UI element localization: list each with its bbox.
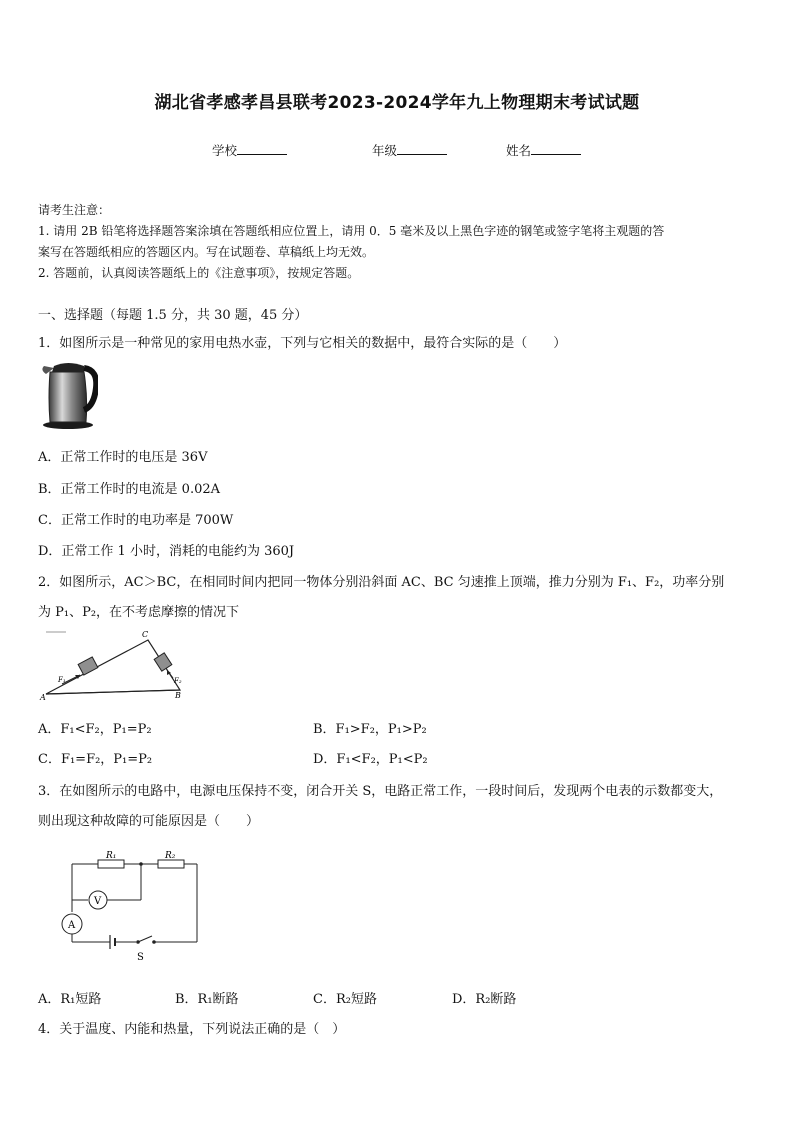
r1-label: R₁ <box>106 851 117 861</box>
resistor-r2 <box>158 860 184 868</box>
circuit-diagram <box>52 844 212 966</box>
name-label: 姓名 <box>506 143 532 158</box>
ammeter-label: A <box>68 920 76 931</box>
q2-stem-line2: 为 P₁、P₂，在不考虑摩擦的情况下 <box>38 605 240 620</box>
q2-option-d: D．F₁<F₂，P₁<P₂ <box>313 752 428 767</box>
kettle-image <box>40 358 98 430</box>
q2-option-a: A．F₁<F₂，P₁=P₂ <box>38 722 152 737</box>
vertex-c-label: C <box>142 630 149 639</box>
voltmeter-label: V <box>94 896 102 907</box>
school-blank <box>237 142 287 155</box>
school-label: 学校 <box>212 143 238 158</box>
grade-label: 年级 <box>372 143 398 158</box>
q1-option-b: B．正常工作时的电流是 0.02A <box>38 482 221 497</box>
name-field <box>506 141 581 159</box>
q2-stem-line1: 2．如图所示，AC＞BC，在相同时间内把同一物体分别沿斜面 AC、BC 匀速推上顶端，推力分别为 F₁、F₂，功率分别 <box>38 575 725 590</box>
q3-option-a: A．R₁短路 <box>38 992 102 1007</box>
notice-item1-line2: 案写在答题纸相应的答题区内。写在试题卷、草稿纸上均无效。 <box>38 245 375 259</box>
q1-option-d: D．正常工作 1 小时，消耗的电能约为 360J <box>38 544 295 559</box>
q3-option-c: C．R₂短路 <box>313 992 377 1007</box>
q3-stem-line1: 3．在如图所示的电路中，电源电压保持不变，闭合开关 S，电路正常工作，一段时间后，发现两个电表的示数都变大， <box>38 784 723 799</box>
page-title: 湖北省孝感孝昌县联考2023-2024学年九上物理期末考试试题 <box>154 93 640 113</box>
switch-s <box>138 936 152 942</box>
notice-item1-line1: 1. 请用 2B 铅笔将选择题答案涂填在答题纸相应位置上，请用 0．5 毫米及以上黑色字迹的钢笔或签字笔将主观题的答 <box>38 224 665 238</box>
name-blank <box>531 142 581 155</box>
switch-label: S <box>137 952 144 963</box>
q1-option-c: C．正常工作时的电功率是 700W <box>38 513 234 528</box>
notice-item2: 2. 答题前，认真阅读答题纸上的《注意事项》，按规定答题。 <box>38 266 360 280</box>
force-f2-label: F₂ <box>174 677 182 685</box>
grade-blank <box>397 142 447 155</box>
force-f1-label: F₁ <box>58 676 66 684</box>
resistor-r1 <box>98 860 124 868</box>
vertex-a-label: A <box>40 693 46 702</box>
q2-option-b: B．F₁>F₂，P₁>P₂ <box>313 722 427 737</box>
school-field <box>212 141 287 159</box>
notice-heading: 请考生注意： <box>38 203 111 217</box>
grade-field <box>372 141 447 159</box>
q3-option-d: D．R₂断路 <box>452 992 517 1007</box>
r2-label: R₂ <box>165 851 176 861</box>
q3-option-b: B．R₁断路 <box>175 992 239 1007</box>
q1-option-a: A．正常工作时的电压是 36V <box>38 450 208 465</box>
q3-stem-line2: 则出现这种故障的可能原因是（ ） <box>38 814 260 829</box>
q4-stem: 4．关于温度、内能和热量，下列说法正确的是（ ） <box>38 1022 346 1037</box>
section-heading: 一、选择题（每题 1.5 分，共 30 题，45 分） <box>38 308 308 323</box>
incline-diagram <box>36 628 196 702</box>
q1-stem: 1．如图所示是一种常见的家用电热水壶，下列与它相关的数据中，最符合实际的是（ ） <box>38 336 567 351</box>
vertex-b-label: B <box>175 691 181 700</box>
q2-option-c: C．F₁=F₂，P₁=P₂ <box>38 752 153 767</box>
